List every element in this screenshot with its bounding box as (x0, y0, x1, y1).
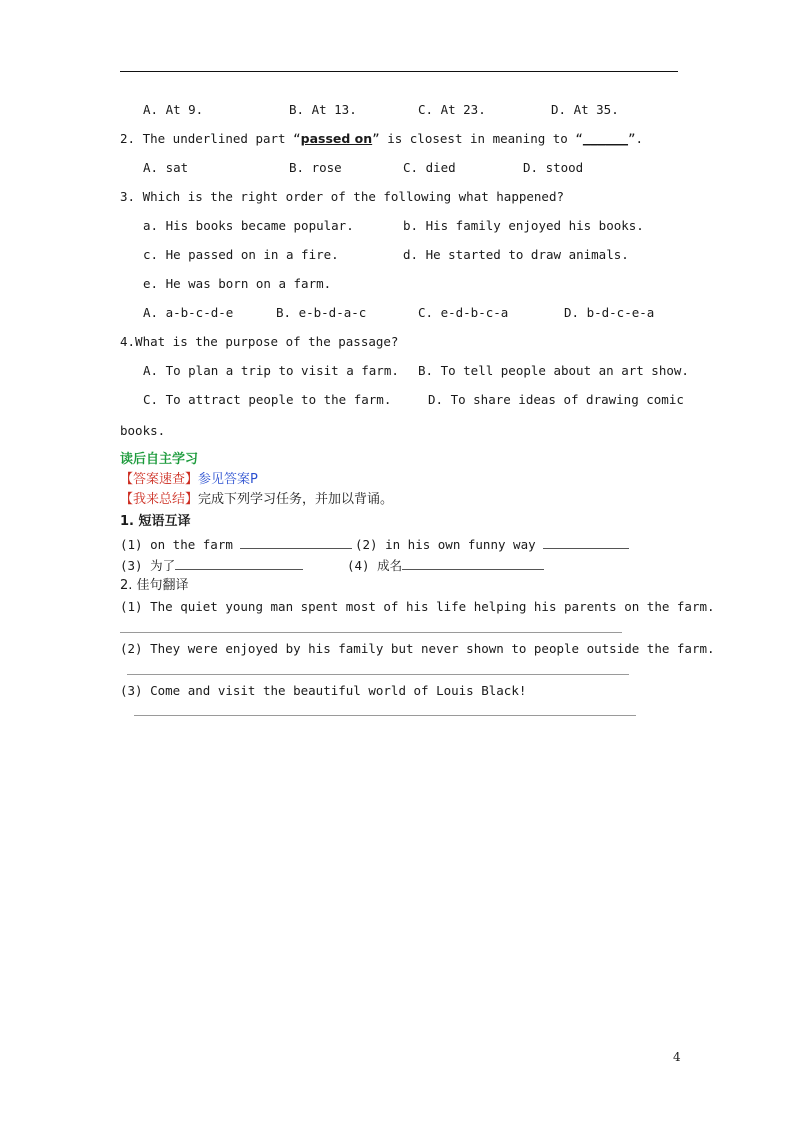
translate-sentence-3: (3) Come and visit the beautiful world of Louis Black! (120, 683, 527, 698)
translate-sentence-1: (1) The quiet young man spent most of his life helping his parents on the farm. (120, 599, 715, 614)
phrase-1: (1) on the farm (120, 536, 352, 553)
q3-option-d: D. b-d-c-e-a (564, 305, 655, 320)
q2-option-a: A. sat (143, 160, 189, 175)
q3-event-a: a. His books became popular. (143, 218, 354, 233)
q2-option-b: B. rose (289, 160, 342, 175)
q2-option-d: D. stood (523, 160, 584, 175)
section-title: 读后自主学习 (120, 452, 199, 467)
answer-line: 【答案速查】参见答案P (120, 472, 258, 487)
phrase-3: (3) 为了 (120, 557, 303, 574)
summary-line: 【我来总结】完成下列学习任务，并加以背诵。 (120, 492, 394, 507)
q3-event-d: d. He started to draw animals. (403, 247, 629, 262)
q4-option-d-wrap: books. (120, 423, 166, 438)
phrase-2: (2) in his own funny way (355, 536, 629, 553)
header-rule (120, 71, 678, 72)
q2-option-c: C. died (403, 160, 456, 175)
q3-event-e: e. He was born on a farm. (143, 276, 332, 291)
phrase-1-blank[interactable] (240, 536, 352, 549)
q4-option-c: C. To attract people to the farm. (143, 392, 392, 407)
q3-option-a: A. a-b-c-d-e (143, 305, 234, 320)
phrase-4-blank[interactable] (402, 557, 544, 570)
q1-option-a: A. At 9. (143, 102, 204, 117)
translate-answer-line-2[interactable] (127, 674, 629, 675)
phrase-4: (4) 成名 (347, 557, 544, 574)
q3-option-c: C. e-d-b-c-a (418, 305, 509, 320)
q1-option-c: C. At 23. (418, 102, 486, 117)
translate-answer-line-3[interactable] (134, 715, 636, 716)
q3-event-b: b. His family enjoyed his books. (403, 218, 644, 233)
q4-option-a: A. To plan a trip to visit a farm. (143, 363, 399, 378)
q1-option-b: B. At 13. (289, 102, 357, 117)
phrase-3-blank[interactable] (175, 557, 303, 570)
translate-heading: 2. 佳句翻译 (120, 578, 189, 593)
q2-question: 2. The underlined part “passed on” is closest in meaning to “______”. (120, 131, 644, 146)
q3-option-b: B. e-b-d-a-c (276, 305, 367, 320)
q3-event-c: c. He passed on in a fire. (143, 247, 339, 262)
translate-sentence-2: (2) They were enjoyed by his family but never shown to people outside the farm. (120, 641, 715, 656)
q4-question: 4.What is the purpose of the passage? (120, 334, 399, 349)
q2-underlined-phrase: passed on (300, 131, 373, 146)
phrase-2-blank[interactable] (543, 536, 629, 549)
page-number: 4 (673, 1050, 681, 1064)
q1-option-d: D. At 35. (551, 102, 619, 117)
translate-answer-line-1[interactable] (120, 632, 622, 633)
phrases-heading: 1. 短语互译 (120, 514, 191, 529)
q4-option-d: D. To share ideas of drawing comic (428, 392, 684, 407)
q4-option-b: B. To tell people about an art show. (418, 363, 689, 378)
q3-question: 3. Which is the right order of the following what happened? (120, 189, 565, 204)
